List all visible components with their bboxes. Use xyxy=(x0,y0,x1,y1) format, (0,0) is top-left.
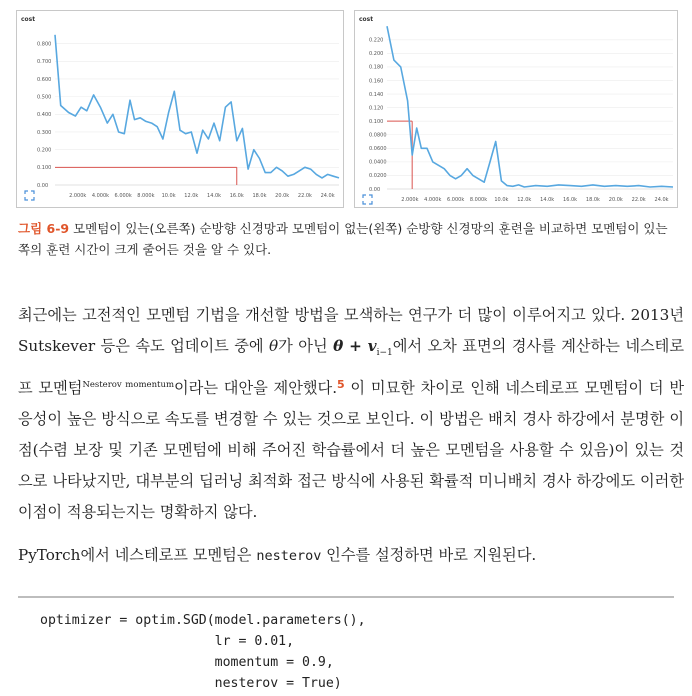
y-tick-label: 0.00 xyxy=(369,186,381,193)
chart-with-momentum xyxy=(354,10,678,208)
y-tick-label: 0.0200 xyxy=(369,173,387,180)
expand-icon-corner xyxy=(363,201,366,204)
expand-icon-corner xyxy=(363,195,366,198)
cost-series-line xyxy=(55,35,339,178)
body-text xyxy=(18,300,684,584)
x-tick-label: 8.000k xyxy=(137,193,155,199)
cost-series-line xyxy=(387,26,673,187)
x-tick-label: 16.0k xyxy=(563,197,578,203)
y-tick-label: 0.400 xyxy=(37,112,52,119)
theta-symbol: θ xyxy=(269,337,279,355)
chart-without-momentum xyxy=(16,10,344,208)
x-tick-label: 14.0k xyxy=(207,193,222,199)
x-tick-label: 8.000k xyxy=(469,197,488,203)
x-tick-label: 22.0k xyxy=(297,193,312,199)
x-tick-label: 2.000k xyxy=(401,197,419,203)
x-tick-label: 18.0k xyxy=(585,197,600,203)
y-tick-label: 0.0800 xyxy=(369,132,387,139)
para1-text-1: 최근에는 고전적인 모멘텀 기법을 개선할 방법을 모색하는 연구가 더 많이 이루어지고 있다. 2013년 Sutskever 등은 속도 업데이트 중에 xyxy=(18,306,684,355)
footnote-marker: 5 xyxy=(337,378,345,392)
x-tick-label: 12.0k xyxy=(517,197,532,203)
expand-icon-corner xyxy=(31,197,34,200)
x-tick-label: 24.0k xyxy=(320,193,335,199)
para1-text-3: 에서 오차 표면의 경사를 계산하는 네스테로프 모멘텀 xyxy=(18,337,685,398)
y-tick-label: 0.100 xyxy=(369,118,384,125)
y-tick-label: 0.700 xyxy=(37,59,52,66)
x-tick-label: 14.0k xyxy=(540,197,555,203)
y-tick-label: 0.500 xyxy=(37,94,52,101)
x-tick-label: 18.0k xyxy=(252,193,267,199)
x-tick-label: 24.0k xyxy=(654,197,669,203)
y-tick-label: 0.200 xyxy=(369,51,384,58)
expand-icon-corner xyxy=(369,195,372,198)
x-tick-label: 4.000k xyxy=(91,193,110,199)
y-tick-label: 0.0600 xyxy=(369,146,387,153)
expression-subscript: i−1 xyxy=(376,348,393,359)
paragraph-nesterov xyxy=(18,300,684,528)
paragraph-pytorch xyxy=(18,540,684,572)
y-axis-label: cost xyxy=(359,16,374,23)
y-tick-label: 0.100 xyxy=(37,165,52,172)
y-tick-label: 0.120 xyxy=(369,105,384,112)
x-tick-label: 6.000k xyxy=(447,197,465,203)
x-tick-label: 20.0k xyxy=(275,193,290,199)
x-tick-label: 16.0k xyxy=(229,193,244,199)
x-tick-label: 10.0k xyxy=(494,197,509,203)
expand-icon xyxy=(363,195,372,204)
x-tick-label: 20.0k xyxy=(608,197,623,203)
code-block: optimizer = optim.SGD(model.parameters(), lr = 0.01, momentum = 0.9, nesterov = True) xyxy=(40,613,366,691)
caption-text: 모멘텀이 있는(오른쪽) 순방향 신경망과 모멘텀이 없는(왼쪽) 순방향 신경망의 훈련을 비교하면 모멘텀이 있는 쪽의 훈련 시간이 크게 줄어든 것을 알 수 있다. xyxy=(18,221,668,257)
cost-chart-left xyxy=(17,11,343,207)
y-tick-label: 0.220 xyxy=(369,37,384,44)
code-divider xyxy=(18,596,674,598)
inline-code-nesterov: nesterov xyxy=(256,548,322,565)
x-tick-label: 4.000k xyxy=(424,197,442,203)
y-tick-label: 0.140 xyxy=(369,91,384,98)
y-tick-label: 0.0400 xyxy=(369,159,387,166)
y-tick-label: 0.180 xyxy=(369,64,384,71)
expand-icon xyxy=(25,191,34,200)
expand-icon-corner xyxy=(369,201,372,204)
para2-text-2: 인수를 설정하면 바로 지원된다. xyxy=(321,546,537,565)
figure-number: 그림 6-9 xyxy=(18,221,70,236)
para1-text-5: 이 미묘한 차이로 인해 네스테로프 모멘텀이 더 반응성이 높은 방식으로 속도를 변경할 수 있는 것으로 보인다. 이 방법은 배치 경사 하강에서 분명한 이점(수렴 보장 및 기존 모멘텀에 비해 주어진 학습률에서 더 높은 모멘텀을 사용할 수 있음)이 있는 것으로 나타났지만, 대부분의 딥러닝 최적화 접근 방식에 사용된 확률적 미니배치 경사 하강에도 이러한 이점이 적용되는지는 명확하지 않다. xyxy=(18,379,685,522)
x-tick-label: 10.0k xyxy=(161,193,176,199)
cost-chart-right xyxy=(355,11,677,207)
expand-icon-corner xyxy=(25,191,28,194)
theta-plus-v-expression: θ + v xyxy=(333,337,377,355)
y-tick-label: 0.160 xyxy=(369,78,384,85)
y-tick-label: 0.800 xyxy=(37,41,52,48)
y-tick-label: 0.600 xyxy=(37,76,52,83)
para1-text-4: 이라는 대안을 제안했다. xyxy=(174,379,338,398)
expand-icon-corner xyxy=(25,197,28,200)
x-tick-label: 12.0k xyxy=(184,193,199,199)
x-tick-label: 6.000k xyxy=(114,193,132,199)
y-tick-label: 0.200 xyxy=(37,147,52,154)
y-axis-label: cost xyxy=(21,16,36,23)
figure-caption xyxy=(18,218,678,260)
para2-text-1: PyTorch에서 네스테로프 모멘텀은 xyxy=(18,546,257,565)
english-term: Nesterov momentum xyxy=(82,380,175,391)
y-tick-label: 0.00 xyxy=(37,182,49,189)
x-tick-label: 2.000k xyxy=(69,193,87,199)
x-tick-label: 22.0k xyxy=(631,197,646,203)
y-tick-label: 0.300 xyxy=(37,129,52,136)
para1-text-2: 가 아닌 xyxy=(278,337,334,355)
expand-icon-corner xyxy=(31,191,34,194)
